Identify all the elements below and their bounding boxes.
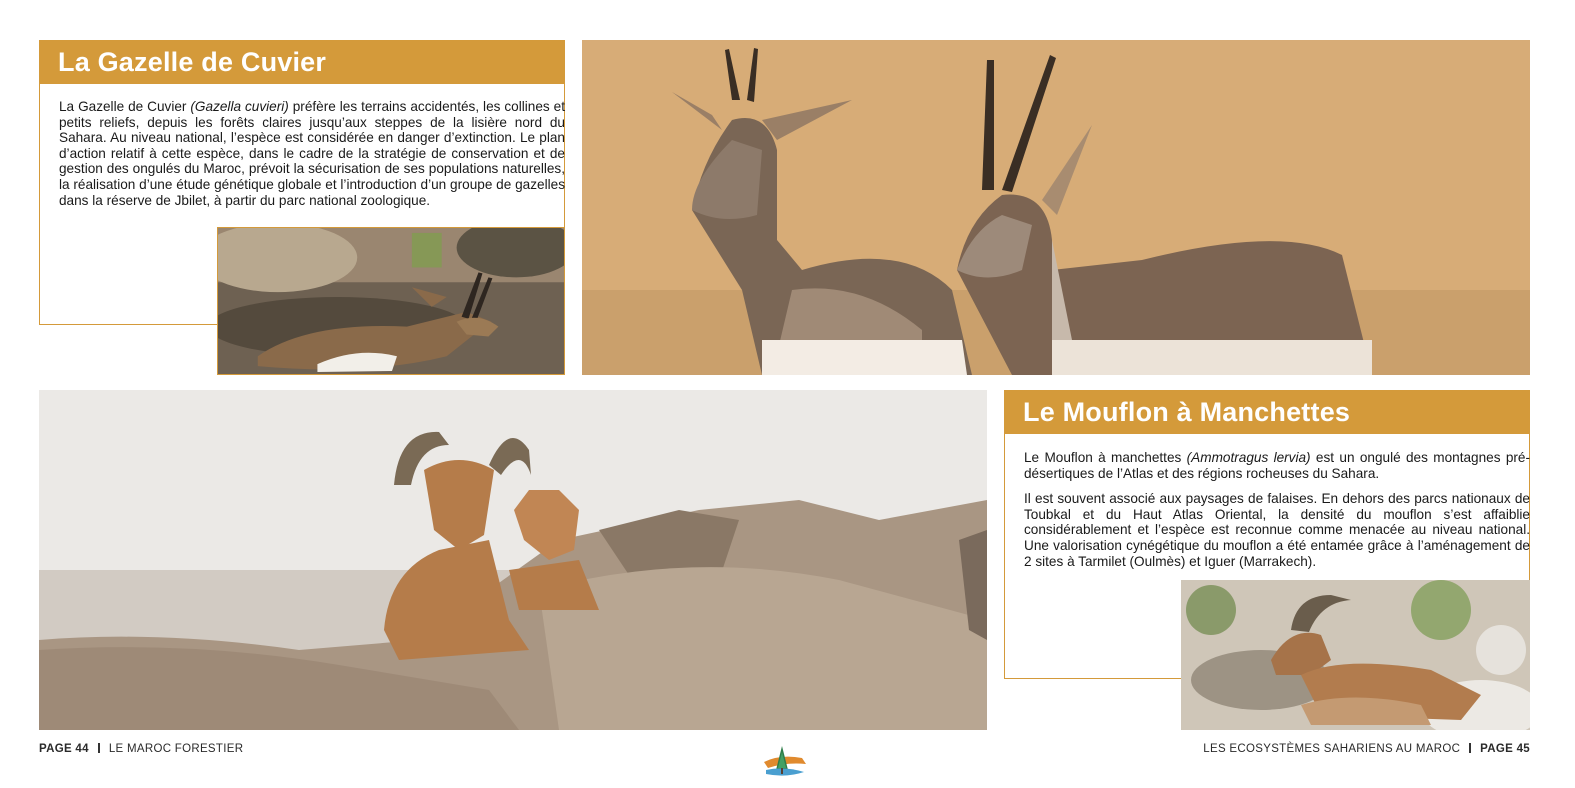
footer-left-separator (98, 743, 100, 753)
mouflons-on-rocks-photo (39, 390, 987, 730)
gazelle-text-after: préfère les terrains accidentés, les collines et petits reliefs, depuis les forêts claires jusqu’aux steppes de la lisière nord du Sahara. Au niveau national, l’espèce est considérée en danger d’extinction. Le plan d’action relatif à cette espèce, dans le cadre de la stratégie de conservation et de gestion des ongulés du Maroc, prévoit la sécurisation de ses populations naturelles, la réalisation d’une étude génétique globale et l’introduction d’un groupe de gazelles dans la réserve de Jbilet, à partir du parc national zoologique. (59, 99, 565, 208)
footer-left-page-number: PAGE 44 (39, 743, 89, 755)
footer-right-title: LES ECOSYSTÈMES SAHARIENS AU MAROC (1203, 743, 1461, 755)
footer-right-page-number: PAGE 45 (1480, 743, 1530, 755)
gazelles-pair-photo (582, 40, 1530, 375)
mouflon-resting-photo (1181, 580, 1530, 730)
mouflon-paragraph-2: Il est souvent associé aux paysages de falaises. En dehors des parcs nationaux de Toubkal et du Haut Atlas Oriental, la densité du mouflon s’est affaiblie considérablement et l’espèce est reconnue comme menacée au niveau national. Une valorisation cynégétique du mouflon a été entamée grâce à l’aménagement de 2 sites à Tarmilet (Oulmès) et Iguer (Marrakech). (1024, 491, 1530, 569)
mouflon-title: Le Mouflon à Manchettes (1004, 390, 1530, 434)
gazelle-description (59, 99, 565, 208)
mouflon-p1-after: est un ongulé des montagnes pré-désertiques de l’Atlas et des régions rocheuses du Sahara. (1024, 450, 1531, 481)
gazelle-resting-photo (217, 227, 565, 375)
footer-left (39, 743, 243, 755)
gazelle-latin-name: (Gazella cuvieri) (190, 99, 289, 114)
mouflon-paragraph-1 (1024, 450, 1530, 481)
mouflon-description (1024, 450, 1530, 579)
mouflon-latin-name: (Ammotragus lervia) (1186, 450, 1311, 465)
gazelle-text-before: La Gazelle de Cuvier (59, 99, 191, 114)
footer-left-title: LE MAROC FORESTIER (108, 743, 244, 755)
logo-icon (758, 744, 810, 780)
mouflon-p1-before: Le Mouflon à manchettes (1024, 450, 1187, 465)
footer-right (1203, 743, 1530, 755)
footer-right-separator (1469, 743, 1471, 753)
gazelle-title: La Gazelle de Cuvier (39, 40, 565, 84)
